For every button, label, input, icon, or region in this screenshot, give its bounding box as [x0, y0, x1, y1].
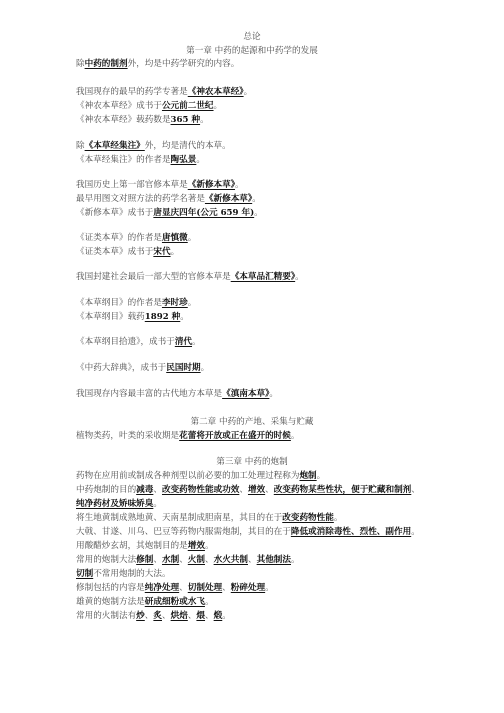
answer-text: 水火共制	[213, 555, 248, 565]
chapter-2-heading: 第二章 中药的产地、采集与贮藏	[190, 417, 314, 427]
prompt-text: 我国封建社会最后一部大型的官修本草是	[76, 272, 231, 282]
prompt-text: 。	[269, 389, 278, 399]
prompt-text: 常用的火制法有	[76, 611, 137, 621]
answer-text: 研成细粉或水飞	[144, 597, 205, 607]
answer-text: 水制	[161, 555, 180, 565]
answer-text: 李时珍	[161, 298, 188, 308]
prompt-text: 。	[252, 194, 261, 204]
text-line	[76, 193, 484, 205]
prompt-text: 《神农本草经》成书于	[76, 101, 162, 111]
answer-text: 《神农本草经》	[187, 87, 244, 97]
prompt-text: 。	[196, 155, 205, 165]
prompt-text: 。	[153, 499, 162, 509]
answer-text: 唐慎微	[161, 233, 188, 243]
answer-text: 纯净药材及矫味矫臭	[76, 499, 154, 509]
prompt-text: 大戟、甘遂、川乌、巴豆等药物内服需炮制，其目的在于	[76, 527, 291, 537]
answer-text: 陶弘景	[170, 155, 197, 165]
prompt-text: 。	[243, 87, 253, 97]
prompt-text: 。	[222, 611, 231, 621]
answer-text: 修制	[136, 555, 154, 565]
text-line	[76, 246, 484, 258]
text-line	[76, 484, 484, 496]
prompt-text: 《本草纲目拾遗》，成书于	[76, 337, 175, 347]
prompt-text: 。	[295, 272, 304, 282]
prompt-text: 用酸醋炒玄胡，其炮制目的是	[76, 541, 188, 551]
prompt-text: 、	[239, 485, 248, 495]
answer-text: 炙	[153, 611, 162, 621]
text-line	[76, 596, 484, 608]
text-line	[76, 86, 484, 98]
text-line	[76, 582, 484, 594]
text-line	[76, 232, 484, 244]
answer-text: 火制	[187, 555, 205, 565]
text-line	[76, 362, 484, 374]
prompt-text: 植物类药，叶类的采收期是	[76, 431, 180, 441]
answer-text: 烘焙	[170, 611, 188, 621]
text-line	[76, 179, 484, 191]
prompt-text: 。	[187, 233, 197, 243]
answer-text: 《新修本草》	[187, 180, 235, 190]
prompt-text: 。	[200, 115, 209, 125]
prompt-text: 。	[333, 513, 343, 523]
answer-text: 公元前二世纪	[161, 101, 214, 111]
prompt-text: 《新修本草》成书于	[76, 208, 154, 218]
prompt-text: 《本草纲目》的作者是	[76, 298, 162, 308]
answer-text: 改变药物性能	[282, 513, 334, 523]
text-line	[76, 311, 484, 323]
answer-text: 365 种	[170, 115, 201, 125]
text-line	[76, 58, 484, 70]
chapter-1-heading: 第一章 中药的起源和中药学的发展	[186, 46, 318, 56]
text-line	[76, 271, 484, 283]
prompt-text: 除	[76, 141, 85, 151]
answer-text: 《新修本草》	[204, 194, 253, 204]
prompt-text: 、	[205, 611, 214, 621]
prompt-text: 。	[187, 298, 197, 308]
prompt-text: 、	[205, 555, 214, 565]
prompt-text: 我国历史上第一部官修本草是	[76, 180, 188, 190]
answer-text: 《本草品汇精要》	[230, 272, 296, 282]
answer-text: 粉碎处理	[230, 583, 266, 593]
prompt-text: 。	[192, 337, 201, 347]
prompt-text: 《证类本草》的作者是	[76, 233, 162, 243]
answer-text: 切制处理	[187, 583, 223, 593]
prompt-text: 。	[204, 541, 214, 551]
text-line	[76, 554, 484, 566]
answer-text: 增效	[247, 485, 266, 495]
text-line	[76, 336, 484, 348]
text-line	[76, 568, 484, 580]
text-line	[76, 207, 484, 219]
prompt-text: 修制包括的内容是	[76, 583, 145, 593]
text-line	[76, 430, 484, 442]
prompt-text: 、	[248, 555, 257, 565]
prompt-text: 。	[265, 583, 274, 593]
text-line	[76, 154, 484, 166]
prompt-text: 《证类本草》成书于	[76, 247, 154, 257]
prompt-text: 、	[187, 611, 197, 621]
answer-text: 降低或消除毒性、烈性、副作用	[290, 527, 412, 537]
prompt-text: 、	[153, 485, 162, 495]
prompt-text: 《本草经集注》的作者是	[76, 155, 171, 165]
prompt-text: 。	[290, 431, 300, 441]
prompt-text: 。	[204, 597, 214, 607]
answer-text: 《滇南本草》	[222, 389, 270, 399]
prompt-text: 除	[76, 59, 85, 69]
prompt-text: 。	[235, 180, 244, 190]
text-line	[76, 498, 484, 510]
prompt-text: 、	[265, 485, 274, 495]
prompt-text: 。	[170, 247, 180, 257]
answer-text: 《本草经集注》	[84, 141, 145, 151]
prompt-text: 《中药大辞典》，成书于	[76, 363, 167, 373]
prompt-text: 不常用炮制的大法。	[93, 569, 171, 579]
text-line	[76, 526, 484, 538]
prompt-text: 《本草纲目》载药	[76, 312, 145, 322]
text-line	[76, 100, 484, 112]
prompt-text: 药物在应用前或制成各种剂型以前必要的加工处理过程称为	[76, 471, 300, 481]
answer-text: 增效	[187, 541, 205, 551]
answer-text: 煨	[196, 611, 206, 621]
prompt-text: 、	[179, 555, 188, 565]
answer-text: 改变药物性能或功效	[161, 485, 240, 495]
text-line	[76, 610, 484, 622]
prompt-text: 、	[144, 611, 154, 621]
prompt-text: 。	[316, 471, 326, 481]
answer-text: 宋代	[153, 247, 171, 257]
prompt-text: 我国现存内容最丰富的古代地方本草是	[76, 389, 223, 399]
prompt-text: 。	[254, 208, 263, 218]
doc-title: 总论	[243, 32, 261, 42]
prompt-text: 。	[213, 101, 223, 111]
prompt-text: 、	[162, 611, 171, 621]
answer-text: 改变药物某些性状，便于贮藏和制剂	[273, 485, 412, 495]
prompt-text: 、	[222, 583, 231, 593]
prompt-text: 。	[200, 363, 210, 373]
prompt-text: 常用的炮制大法	[76, 555, 137, 565]
answer-text: 唐显庆四年(公元 659 年)	[153, 208, 255, 218]
text-line	[76, 114, 484, 126]
prompt-text: 、	[153, 555, 162, 565]
prompt-text: 、	[179, 583, 188, 593]
text-line	[76, 512, 484, 524]
prompt-text: 我国现存的最早的药学专著是	[76, 87, 188, 97]
answer-text: 炒	[136, 611, 145, 621]
answer-text: 炮制	[299, 471, 317, 481]
answer-text: 纯净处理	[144, 583, 180, 593]
prompt-text: 。	[291, 555, 300, 565]
prompt-text: 最早用图文对照方法的药学名著是	[76, 194, 205, 204]
prompt-text: 外，均是清代的本草。	[144, 141, 231, 151]
chapter-3-heading: 第三章 中药的炮制	[216, 457, 288, 467]
text-line	[76, 540, 484, 552]
prompt-text: 。	[180, 312, 189, 322]
answer-text: 煅	[213, 611, 223, 621]
answer-text: 清代	[174, 337, 193, 347]
answer-text: 1892 种	[144, 312, 181, 322]
text-line	[76, 140, 484, 152]
answer-text: 减毒	[136, 485, 154, 495]
text-line	[76, 297, 484, 309]
prompt-text: 《神农本草经》载药数是	[76, 115, 171, 125]
answer-text: 民国时期	[166, 363, 201, 373]
prompt-text: 中药炮制的目的	[76, 485, 137, 495]
prompt-text: 将生地黄制成熟地黄、天南星制成胆南星，其目的在于	[76, 513, 283, 523]
prompt-text: 。	[411, 527, 420, 537]
answer-text: 花蕾将开放或正在盛开的时候	[179, 431, 291, 441]
answer-text: 切制	[76, 569, 94, 579]
prompt-text: 、	[411, 485, 420, 495]
prompt-text: 雄黄的炮制方法是	[76, 597, 145, 607]
text-line	[76, 470, 484, 482]
text-line	[76, 388, 484, 400]
answer-text: 其他制法	[256, 555, 291, 565]
answer-text: 中药的制剂	[84, 59, 128, 69]
prompt-text: 外，均是中药学研究的内容。	[127, 59, 240, 69]
